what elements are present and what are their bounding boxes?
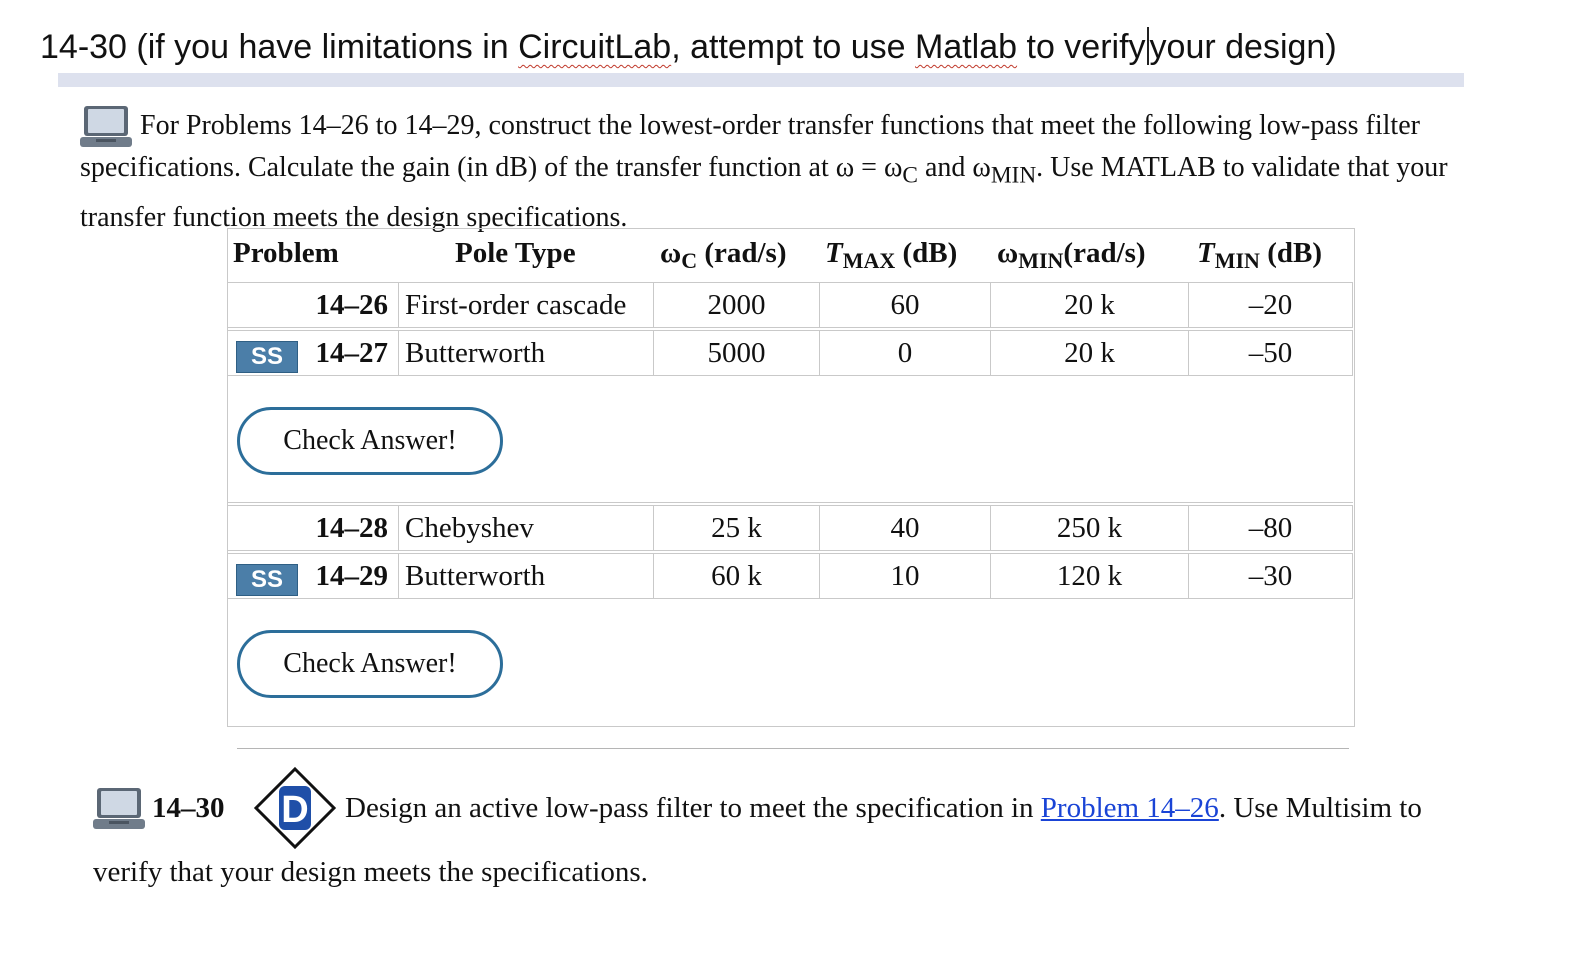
cell-tmin: –30: [1188, 553, 1353, 599]
computer-icon: [93, 786, 145, 834]
header-tmin-symbol: T: [1197, 237, 1215, 269]
header-wmin: [997, 228, 1146, 278]
cell-wmin: 20 k: [990, 330, 1189, 376]
header-tmax-unit: (dB): [895, 237, 958, 269]
intro-sub-min: MIN: [990, 162, 1037, 189]
problem-text-line1: [345, 786, 1422, 830]
heading-suffix: your design): [1149, 28, 1337, 66]
document-heading: [40, 22, 1337, 72]
cell-wc: 25 k: [653, 505, 820, 551]
intro-text-b: and ω: [917, 152, 991, 183]
header-wmin-unit: (rad/s): [1063, 237, 1146, 269]
ss-badge[interactable]: SS: [236, 564, 298, 596]
cell-tmax: 60: [819, 282, 991, 328]
cell-tmax: 40: [819, 505, 991, 551]
header-wc-subscript: C: [681, 248, 698, 273]
cell-problem-number: 14–27: [315, 337, 388, 369]
cell-tmin: –20: [1188, 282, 1353, 328]
cell-tmin: –80: [1188, 505, 1353, 551]
heading-middle: , attempt to use: [671, 28, 915, 66]
header-wc-symbol: ω: [660, 237, 682, 269]
cell-pole-type: First-order cascade: [398, 282, 654, 328]
intro-sub-c: C: [902, 162, 918, 189]
design-diamond-icon[interactable]: [253, 766, 337, 850]
intro-text-c: . Use MATLAB to validate that your transfer function meets the design specifications.: [80, 152, 1448, 233]
heading-verify: to verify: [1017, 28, 1146, 66]
header-problem: Problem: [233, 237, 339, 269]
cell-wmin: 250 k: [990, 505, 1189, 551]
table-row: [227, 505, 1353, 553]
cell-pole-type: Chebyshev: [398, 505, 654, 551]
cell-wmin: 120 k: [990, 553, 1189, 599]
text-cursor: [1147, 27, 1149, 65]
header-wmin-subscript: MIN: [1018, 248, 1064, 273]
header-tmax-symbol: T: [825, 237, 843, 269]
header-tmin-subscript: MIN: [1214, 248, 1260, 273]
cell-wc: 5000: [653, 330, 820, 376]
cell-problem-number: 14–29: [315, 560, 388, 592]
cell-wc: 60 k: [653, 553, 820, 599]
ss-badge[interactable]: SS: [236, 341, 298, 373]
header-tmin: [1197, 228, 1322, 278]
intro-paragraph: [80, 105, 1500, 239]
table-row: [227, 553, 1353, 601]
header-wc: [660, 228, 787, 278]
section-divider: [237, 748, 1349, 749]
cell-pole-type: Butterworth: [398, 330, 654, 376]
cell-problem: 14–28: [227, 505, 399, 551]
cell-wmin: 20 k: [990, 282, 1189, 328]
cell-problem: [227, 553, 399, 599]
problem-text-a: Design an active low-pass filter to meet the specification in: [345, 792, 1041, 824]
cell-wc: 2000: [653, 282, 820, 328]
cell-pole-type: Butterworth: [398, 553, 654, 599]
heading-prefix: 14-30 (if you have limitations in: [40, 28, 519, 66]
table-row: [227, 330, 1353, 378]
spellcheck-word-matlab[interactable]: Matlab: [915, 28, 1018, 66]
check-answer-button[interactable]: Check Answer!: [237, 630, 503, 698]
header-pole-type: Pole Type: [455, 237, 576, 269]
problem-text-line2: verify that your design meets the specifications.: [93, 856, 648, 888]
table-section-divider: [227, 502, 1353, 503]
problem-14-26-link[interactable]: Problem 14–26: [1040, 792, 1219, 824]
header-tmin-unit: (dB): [1259, 237, 1322, 269]
intro-text-a: For Problems 14–26 to 14–29, construct the lowest-order transfer functions that meet the following low-pass filter specifications. Calculate the gain (in dB) of the transfer function at ω = ω: [80, 110, 1420, 183]
check-answer-button[interactable]: Check Answer!: [237, 407, 503, 475]
problem-number: 14–30: [152, 792, 225, 824]
header-wmin-symbol: ω: [997, 237, 1019, 269]
header-tmax: [825, 228, 957, 278]
cell-problem: [227, 330, 399, 376]
design-badge-letter: D: [281, 789, 309, 831]
header-tmax-subscript: MAX: [842, 248, 896, 273]
table-row: [227, 282, 1353, 330]
cell-problem: 14–26: [227, 282, 399, 328]
heading-underline-bar: [58, 73, 1464, 87]
cell-tmax: 10: [819, 553, 991, 599]
problem-text-b: . Use Multisim to: [1218, 792, 1422, 824]
cell-tmin: –50: [1188, 330, 1353, 376]
cell-tmax: 0: [819, 330, 991, 376]
spellcheck-word-circuitlab[interactable]: CircuitLab: [518, 28, 672, 66]
header-wc-unit: (rad/s): [697, 237, 787, 269]
